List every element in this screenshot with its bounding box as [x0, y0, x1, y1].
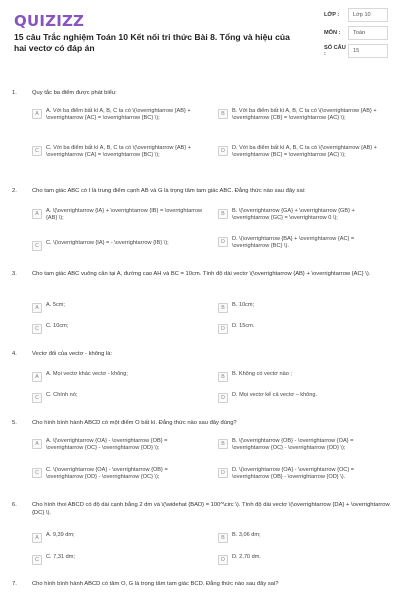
question-text: Cho hình bình hành ABCD có một điểm O bất kì. Đẳng thức nào sau đây đúng?	[32, 420, 237, 426]
option-letter: B	[218, 439, 228, 449]
option-text: D. \(\overrightarrow {BA} + \overrightarrow {AC} = \overrightarrow {BC} \).	[232, 236, 355, 249]
option-letter: A	[32, 109, 42, 119]
option-letter: B	[218, 303, 228, 313]
question-1	[12, 90, 390, 98]
option-letter: C	[32, 393, 42, 403]
option-text: B. \(\overrightarrow {GA} + \overrightarrow {GB} + \overrightarrow {GC} = \overrightarrow 0 \);	[232, 208, 355, 221]
option-letter: A	[32, 303, 42, 313]
question-text: Vectơ đối của vectơ - không là:	[32, 351, 113, 357]
option-b[interactable]	[218, 438, 390, 452]
option-c[interactable]	[32, 240, 204, 251]
option-letter: D	[218, 324, 228, 334]
option-letter: D	[218, 237, 228, 247]
option-text: D. \(\overrightarrow {OA} - \overrightarrow {OC} = \overrightarrow {OB} - \overrightarrow {OD} \).	[232, 467, 355, 480]
option-text: D. 15cm.	[232, 323, 255, 329]
option-letter: A	[32, 439, 42, 449]
option-a[interactable]	[32, 208, 204, 222]
meta-value: Lớp 10	[348, 8, 388, 22]
option-b[interactable]	[218, 532, 390, 543]
question-text: Cho hình bình hành ABCD có tâm O, G là trọng tâm tam giác BCD. Đẳng thức nào sau đây sai?	[32, 581, 279, 587]
question-text: Cho hình thoi ABCD có độ dài cạnh bằng 2 dm và \(\widehat {BAD} = 100^\circ \). Tính độ dài vectơ \(\overrightarrow {DA} + \overrightarrow {DC} \).	[32, 502, 390, 516]
option-text: B. \(\overrightarrow {OB} - \overrightarrow {OA} = \overrightarrow {OC} - \overrightarrow {OD} \);	[232, 438, 354, 451]
option-letter: A	[32, 533, 42, 543]
option-letter: A	[32, 372, 42, 382]
question-7	[12, 581, 390, 589]
option-text: D. 2,70 dm.	[232, 554, 261, 560]
meta-label: SỐ CÂU :	[324, 45, 346, 57]
option-text: D. Mọi vectơ kể cả vectơ – không.	[232, 392, 318, 398]
option-b[interactable]	[218, 371, 390, 382]
question-number: 2.	[12, 188, 17, 194]
question-2	[12, 188, 390, 196]
option-text: B. Không có vectơ nào ;	[232, 371, 292, 377]
option-letter: B	[218, 209, 228, 219]
question-number: 7.	[12, 581, 17, 587]
option-text: C. 10cm;	[46, 323, 69, 329]
option-letter: D	[218, 146, 228, 156]
question-6	[12, 502, 390, 517]
option-text: C. 7,31 dm;	[46, 554, 75, 560]
question-5	[12, 420, 390, 428]
option-b[interactable]	[218, 302, 390, 313]
option-a[interactable]	[32, 108, 204, 122]
meta-row-subject	[324, 26, 388, 40]
option-letter: C	[32, 468, 42, 478]
meta-row-count	[324, 44, 388, 58]
option-b[interactable]	[218, 108, 390, 122]
question-number: 3.	[12, 271, 17, 277]
option-letter: A	[32, 209, 42, 219]
option-letter: B	[218, 372, 228, 382]
option-text: C. Chính nó;	[46, 392, 78, 398]
question-number: 4.	[12, 351, 17, 357]
option-a[interactable]	[32, 438, 204, 452]
question-text: Cho tam giác ABC có I là trung điểm cạnh AB và G là trọng tâm tam giác ABC. Đẳng thức nào sau đây sai:	[32, 188, 306, 194]
option-c[interactable]	[32, 392, 204, 403]
option-c[interactable]	[32, 467, 204, 481]
meta-value: 15	[348, 44, 388, 58]
option-a[interactable]	[32, 302, 204, 313]
meta-label: MÔN :	[324, 30, 341, 36]
option-text: C. Với ba điểm bất kì A, B, C ta có \(\overrightarrow {AB} + \overrightarrow {CA} = \overrightarrow {BC} \);	[46, 145, 191, 158]
option-text: A. Với ba điểm bất kì A, B, C ta có \(\overrightarrow {AB} + \overrightarrow {AC} = \overrightarrow {BC} \);	[46, 108, 191, 121]
option-d[interactable]	[218, 467, 390, 481]
question-3	[12, 271, 390, 279]
question-number: 5.	[12, 420, 17, 426]
option-text: A. \(\overrightarrow {OA} - \overrightarrow {OB} = \overrightarrow {OC} - \overrightarrow {OD} \);	[46, 438, 168, 451]
question-number: 1.	[12, 90, 17, 96]
option-d[interactable]	[218, 554, 390, 565]
option-b[interactable]	[218, 208, 390, 222]
option-c[interactable]	[32, 554, 204, 565]
meta-panel	[324, 8, 388, 62]
option-c[interactable]	[32, 323, 204, 334]
question-text: Cho tam giác ABC vuông cân tại A, đường cao AH và BC = 10cm. Tính độ dài vectơ \(\overrightarrow {AB} + \overrightarrow {AC} \).	[32, 271, 371, 277]
option-text: A. \(\overrightarrow {IA} + \overrightarrow {IB} = \overrightarrow {AB} \);	[46, 208, 203, 221]
option-c[interactable]	[32, 145, 204, 159]
question-number: 6.	[12, 502, 17, 508]
question-4	[12, 351, 390, 359]
option-text: B. 3,06 dm;	[232, 532, 261, 538]
option-d[interactable]	[218, 236, 390, 250]
option-letter: D	[218, 468, 228, 478]
option-text: D. Với ba điểm bất kì A, B, C ta có \(\overrightarrow {AB} + \overrightarrow {BC} = \overrightarrow {AC} \);	[232, 145, 377, 158]
option-letter: D	[218, 393, 228, 403]
option-text: A. Mọi vectơ khác vectơ - không;	[46, 371, 128, 377]
option-a[interactable]	[32, 371, 204, 382]
question-text: Quy tắc ba điểm được phát biểu:	[32, 90, 117, 96]
brand-logo: QUIZIZZ	[14, 12, 85, 30]
option-a[interactable]	[32, 532, 204, 543]
option-d[interactable]	[218, 392, 390, 403]
option-text: B. Với ba điểm bất kì A, B, C ta có \(\overrightarrow {AB} + \overrightarrow {CB} = \overrightarrow {AC} \);	[232, 108, 377, 121]
meta-label: LỚP :	[324, 12, 340, 18]
option-d[interactable]	[218, 145, 390, 159]
option-text: C. \(\overrightarrow {IA} = - \overrightarrow {IB} \);	[46, 240, 169, 246]
page-title: 15 câu Trắc nghiệm Toán 10 Kết nối tri thức Bài 8. Tổng và hiệu của hai vectơ có đáp án	[14, 32, 290, 53]
option-text: B. 10cm;	[232, 302, 255, 308]
option-letter: C	[32, 324, 42, 334]
option-letter: B	[218, 533, 228, 543]
option-letter: C	[32, 555, 42, 565]
option-text: A. 5cm;	[46, 302, 65, 308]
option-letter: B	[218, 109, 228, 119]
meta-row-class	[324, 8, 388, 22]
option-text: A. 9,39 dm;	[46, 532, 75, 538]
option-letter: C	[32, 146, 42, 156]
option-letter: D	[218, 555, 228, 565]
option-text: C. \(\overrightarrow {OA} - \overrightarrow {OB} = \overrightarrow {OD} - \overrightarrow {OC} \);	[46, 467, 168, 480]
option-d[interactable]	[218, 323, 390, 334]
meta-value: Toán	[348, 26, 388, 40]
option-letter: C	[32, 241, 42, 251]
